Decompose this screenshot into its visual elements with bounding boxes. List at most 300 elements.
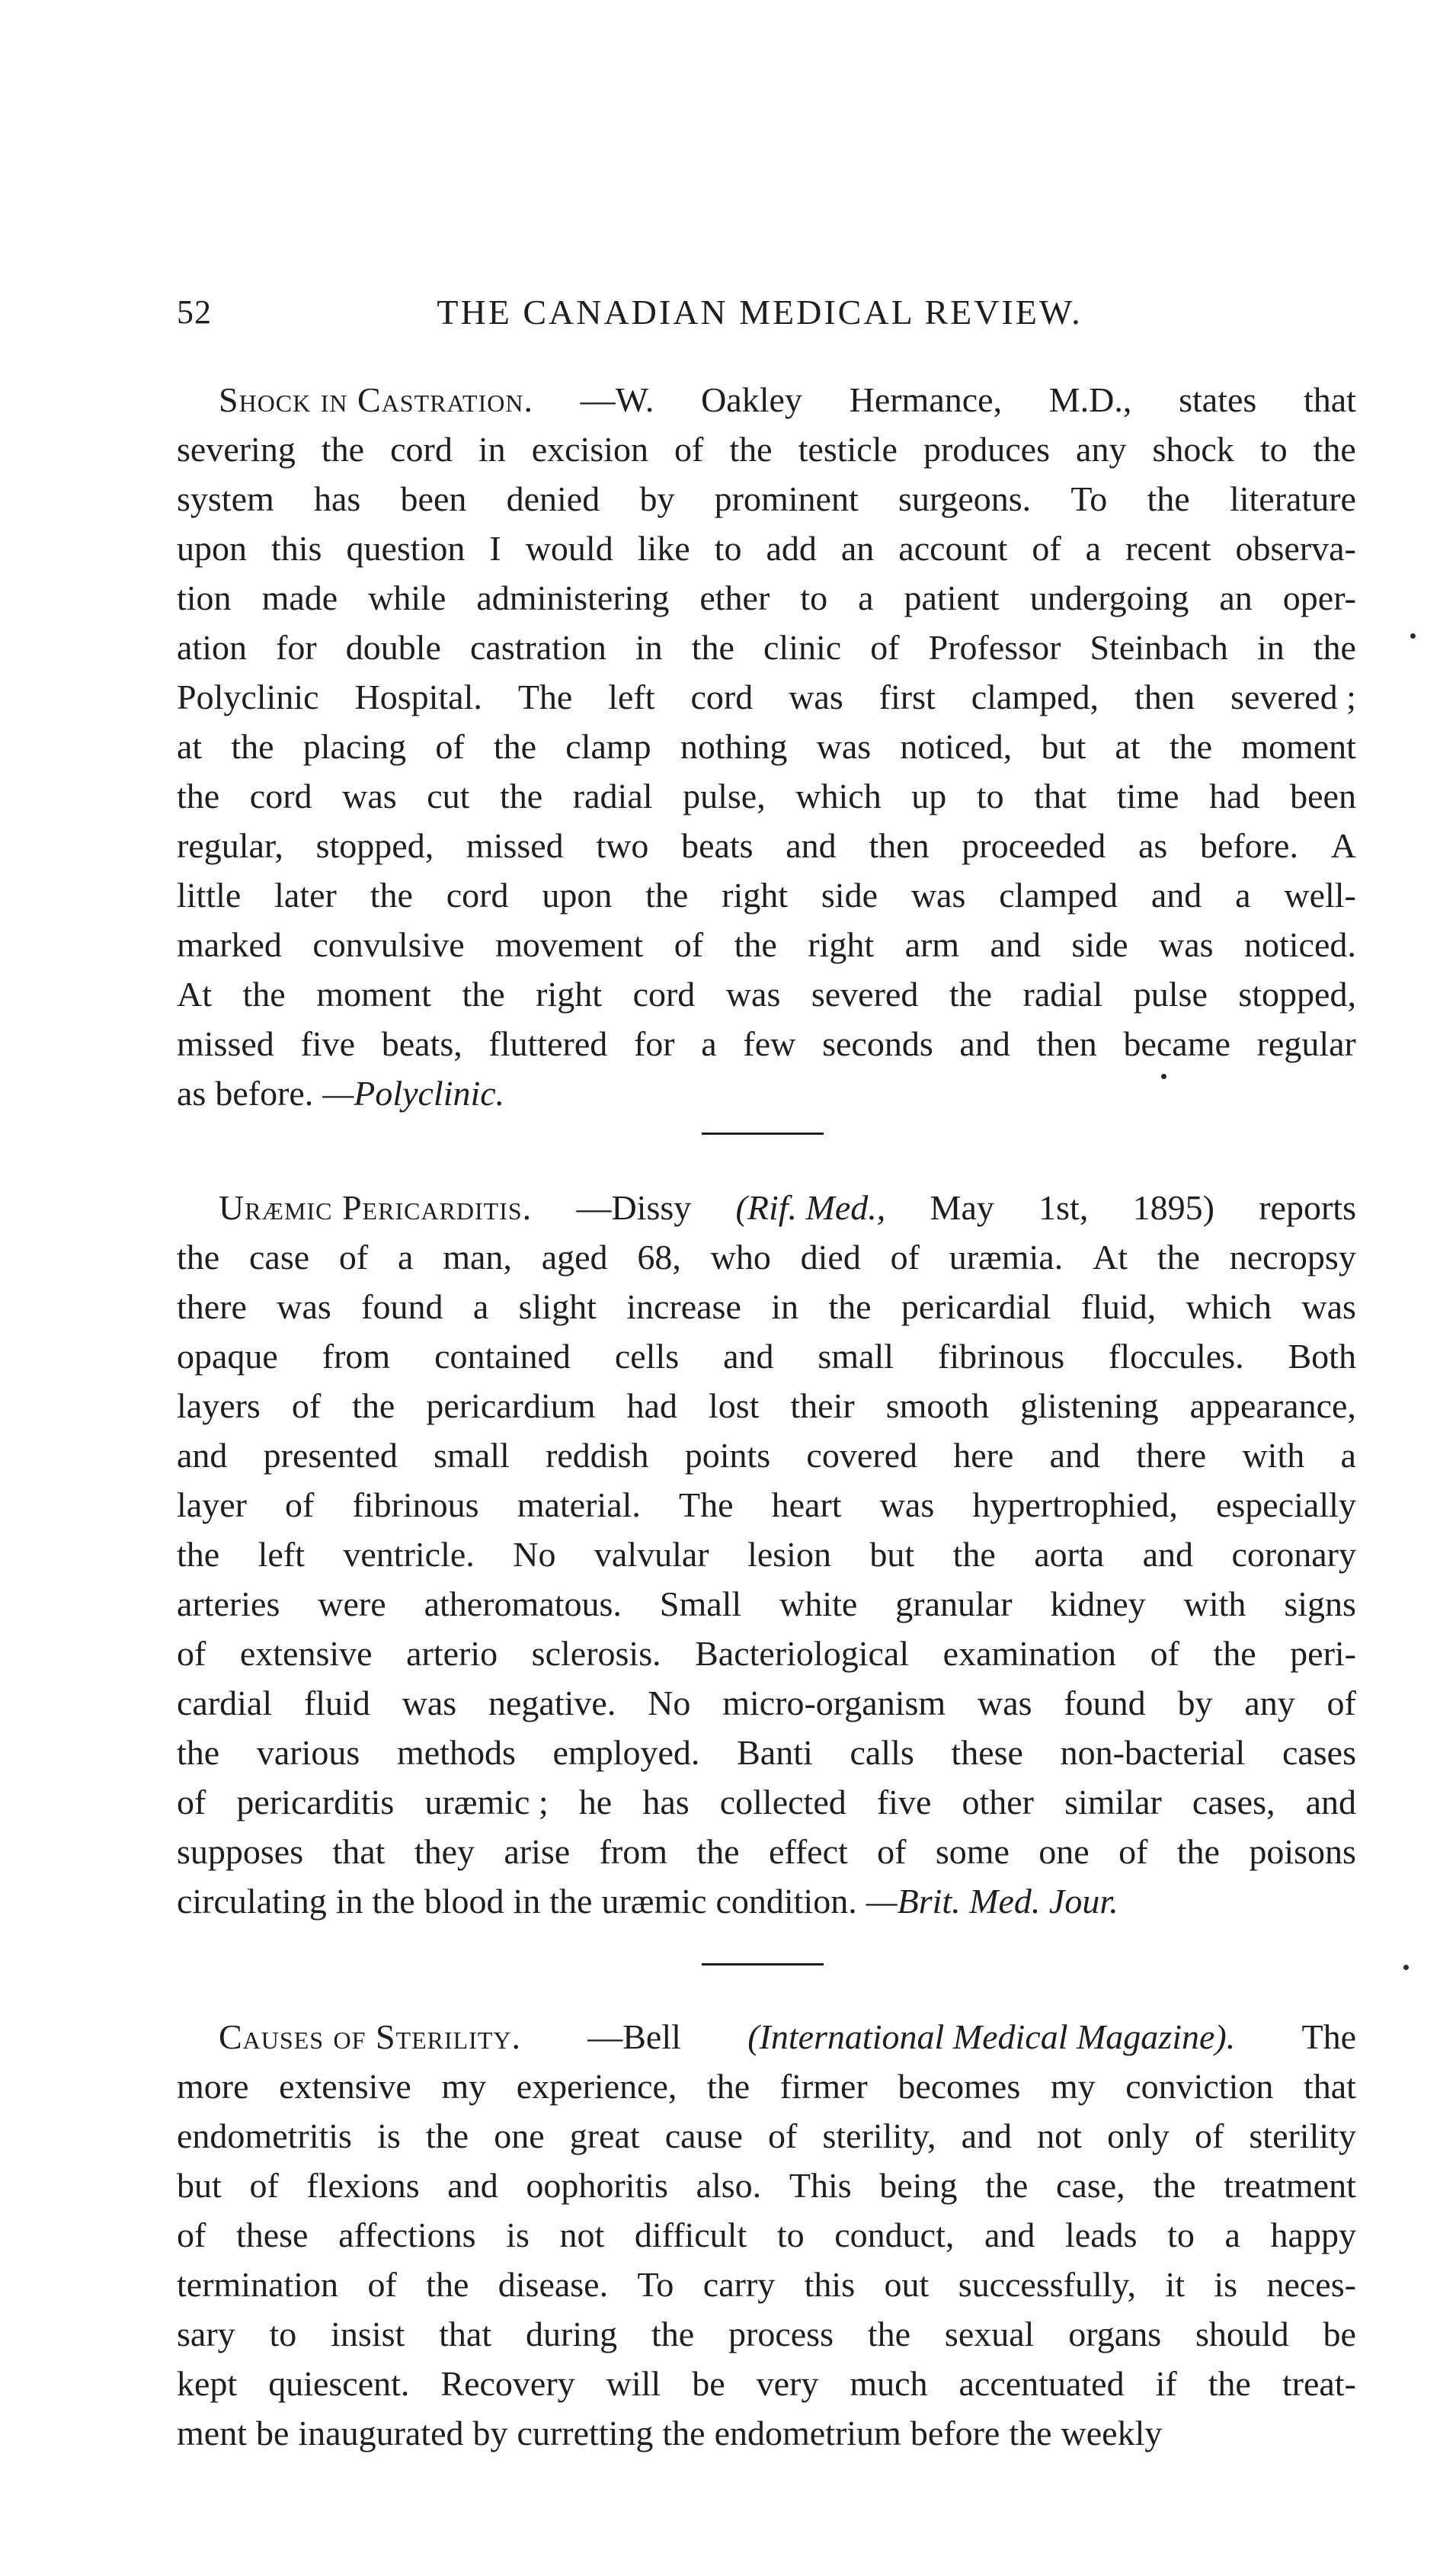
word: two [596, 826, 649, 865]
word: of [1194, 2116, 1224, 2155]
word: the [426, 2265, 469, 2304]
word: was [1301, 1287, 1356, 1326]
word: Banti [737, 1733, 813, 1772]
citation: —Brit. Med. Jour. [866, 1882, 1118, 1921]
word: termination [177, 2265, 339, 2304]
word: severed ; [1230, 678, 1356, 716]
text-line [177, 1282, 1356, 1331]
word: should [1195, 2315, 1289, 2353]
word: neces- [1266, 2265, 1356, 2304]
text-line [177, 573, 1356, 623]
word: atheromatous. [424, 1584, 622, 1623]
word: blood [424, 1882, 504, 1921]
word: a [1085, 529, 1102, 568]
citation: (International Medical Magazine). [747, 2017, 1236, 2056]
word: side [821, 876, 878, 915]
word: ment [177, 2414, 247, 2452]
word: increase [626, 1287, 741, 1326]
word: cause [664, 2116, 743, 2155]
word: in [771, 1287, 798, 1326]
word: was [879, 1485, 935, 1524]
word: aged [541, 1238, 608, 1277]
text-line [177, 1068, 1356, 1118]
word: ation [177, 628, 247, 667]
word: sexual [944, 2315, 1035, 2353]
word: the [734, 925, 777, 964]
word: tion [177, 578, 232, 617]
text-line [177, 2359, 1356, 2408]
word: side [1071, 925, 1128, 964]
word: endometrium [714, 2414, 901, 2452]
text-line [177, 2062, 1356, 2111]
word: being [879, 2166, 958, 2205]
word: noticed. [1243, 925, 1356, 964]
word: if [1155, 2364, 1177, 2403]
word: beats, [381, 1024, 462, 1063]
word: to [714, 529, 742, 568]
word: died [800, 1238, 861, 1277]
word: of [674, 430, 704, 469]
word: the [651, 2315, 695, 2353]
word: that [439, 2315, 492, 2353]
section-heading: Causes of Sterility. [219, 2017, 521, 2056]
word: cord [632, 975, 696, 1014]
word: great [569, 2116, 640, 2155]
word: Recovery [440, 2364, 575, 2403]
word: movement [495, 925, 644, 964]
word: the [177, 777, 220, 815]
word: in [513, 1882, 541, 1921]
word: five [300, 1024, 355, 1063]
word: then [869, 826, 930, 865]
word: the [177, 1238, 220, 1277]
word: much [850, 2364, 928, 2403]
word: poisons [1249, 1832, 1356, 1871]
word: was [342, 777, 397, 815]
word: had [1209, 777, 1260, 815]
word: kept [177, 2364, 238, 2403]
word: clinic [763, 628, 842, 667]
word: severing [177, 430, 296, 469]
word: right [536, 975, 603, 1014]
word: out [884, 2265, 930, 2304]
word: other [962, 1783, 1034, 1821]
word: The [679, 1485, 734, 1524]
word: from [322, 1337, 391, 1376]
word: with [1242, 1436, 1305, 1475]
word: which [795, 777, 882, 815]
word: then [1036, 1024, 1097, 1063]
word: nothing [680, 727, 788, 766]
text-line [177, 2210, 1356, 2260]
word: time [1116, 777, 1179, 815]
word: extensive [279, 2067, 411, 2106]
word: The [517, 678, 573, 716]
word: accentuated [958, 2364, 1125, 2403]
word: account [898, 529, 1008, 568]
text-line [177, 1381, 1356, 1430]
word: cut [427, 777, 470, 815]
text-line [177, 722, 1356, 771]
word: also. [696, 2166, 762, 2205]
word: a [1235, 876, 1251, 915]
word: of [435, 727, 465, 766]
text-line [177, 672, 1356, 722]
word: patient [904, 578, 1000, 617]
word: marked [177, 925, 282, 964]
word: in [478, 430, 506, 469]
text-line [177, 1232, 1356, 1282]
page-header [177, 286, 1342, 339]
word: quiescent. [268, 2364, 410, 2403]
word: not [559, 2215, 605, 2254]
word: appearance, [1189, 1386, 1356, 1425]
word: conduct, [834, 2215, 955, 2254]
word: flexions [306, 2166, 420, 2205]
word: later [274, 876, 337, 915]
word: successfully, [958, 2265, 1137, 2304]
word: a [701, 1024, 717, 1063]
word: the [177, 1733, 220, 1772]
word: This [789, 2166, 852, 2205]
text-line [177, 2111, 1356, 2161]
word: pericardial [901, 1287, 1051, 1326]
word: inaugurated [298, 2414, 464, 2452]
page-number: 52 [177, 293, 212, 331]
word: the [177, 1535, 220, 1574]
word: of [877, 1832, 907, 1871]
word: some [935, 1832, 1010, 1871]
word: more [177, 2067, 249, 2106]
word: cases, [1192, 1783, 1275, 1821]
text-line [177, 1777, 1356, 1827]
word: in [1256, 628, 1285, 667]
text-line [177, 969, 1356, 1019]
word: Hospital. [354, 678, 482, 716]
word: has [314, 479, 361, 518]
word: similar [1064, 1783, 1162, 1821]
word: there [177, 1287, 247, 1326]
word: the [696, 1832, 740, 1871]
word: as [1138, 826, 1168, 865]
word: treat- [1282, 2364, 1356, 2403]
word: up [911, 777, 947, 815]
word: employed. [552, 1733, 700, 1772]
text-line [177, 771, 1356, 821]
word: hypertrophied, [972, 1485, 1178, 1524]
word: non-bacterial [1060, 1733, 1246, 1772]
word: proceeded [962, 826, 1106, 865]
word: add [766, 529, 817, 568]
word: the [952, 1535, 996, 1574]
word: the [1213, 1634, 1256, 1673]
word: lesion [747, 1535, 831, 1574]
word: and [990, 925, 1041, 964]
word: the [500, 777, 543, 815]
word: 68, [637, 1238, 681, 1277]
word: during [526, 2315, 618, 2353]
word: cells [614, 1337, 680, 1376]
word: and [786, 826, 837, 865]
word: the [549, 1882, 593, 1921]
word: to [1167, 2215, 1195, 2254]
word: and [1049, 1436, 1101, 1475]
word: my [1050, 2067, 1096, 2106]
word: 1st, [1038, 1188, 1089, 1227]
word: the [372, 1882, 415, 1921]
word: stopped, [1238, 975, 1356, 1014]
text-line [177, 1579, 1356, 1629]
word: weekly [1061, 2414, 1163, 2452]
word: of [338, 1238, 369, 1277]
word: A [1330, 826, 1356, 865]
word: was [1158, 925, 1214, 964]
word: Polyclinic [177, 678, 319, 716]
word: right [722, 876, 789, 915]
word: shock [1152, 430, 1234, 469]
word: Oakley [701, 380, 802, 419]
word: M.D., [1048, 380, 1132, 419]
word: To [637, 2265, 674, 2304]
citation: —Polyclinic. [322, 1074, 505, 1113]
word: and [1142, 1535, 1194, 1574]
word: of [249, 2166, 279, 2205]
word: uræmia. [949, 1238, 1064, 1277]
word: layers [177, 1386, 261, 1425]
word: May [930, 1188, 994, 1227]
word: Steinbach [1090, 628, 1228, 667]
word: and [723, 1337, 774, 1376]
word: kidney [1050, 1584, 1146, 1623]
text-line [177, 821, 1356, 870]
word: left [258, 1535, 305, 1574]
word: the [493, 727, 537, 766]
word: any [1076, 430, 1127, 469]
word: material. [517, 1485, 641, 1524]
word: the [949, 975, 993, 1014]
word: to [776, 2215, 805, 2254]
word: of [870, 628, 900, 667]
article-shock-in-castration [177, 375, 1356, 1118]
word: became [1123, 1024, 1230, 1063]
word: double [345, 628, 441, 667]
word: missed [466, 826, 564, 865]
word: At [177, 975, 212, 1014]
word: No [513, 1535, 556, 1574]
word: this [804, 2265, 856, 2304]
word: of [367, 2265, 397, 2304]
word: the [321, 430, 365, 469]
word: the [370, 876, 413, 915]
citation: (Rif. Med., [735, 1188, 886, 1227]
word: necropsy [1229, 1238, 1356, 1277]
word: peri- [1290, 1634, 1356, 1673]
word: placing [302, 727, 407, 766]
word: and [447, 2166, 498, 2205]
word: the [707, 2067, 750, 2106]
word: a [858, 578, 874, 617]
word: not [1037, 2116, 1082, 2155]
word: an [840, 529, 875, 568]
word: fluttered [488, 1024, 608, 1063]
word: literature [1229, 479, 1356, 518]
text-line [177, 1331, 1356, 1381]
word: the [828, 1287, 872, 1326]
word: little [177, 876, 242, 915]
word: an [1219, 578, 1253, 617]
text-line [177, 424, 1356, 474]
word: the [985, 2166, 1029, 2205]
word: especially [1215, 1485, 1356, 1524]
word: Both [1288, 1337, 1356, 1376]
word: of [1032, 529, 1061, 568]
word: the [231, 727, 274, 766]
word: layer [177, 1485, 247, 1524]
word: Professor [928, 628, 1061, 667]
word: clamped [999, 876, 1118, 915]
word: while [368, 578, 446, 617]
word: floccules. [1109, 1337, 1244, 1376]
word: regular [1256, 1024, 1356, 1063]
word: fibrinous [352, 1485, 479, 1524]
word: was [277, 1287, 331, 1326]
word: conviction [1125, 2067, 1274, 2106]
word: At [1093, 1238, 1128, 1277]
word: was [977, 1684, 1032, 1722]
text-line [177, 1019, 1356, 1068]
word: of [177, 2215, 206, 2254]
word: be [692, 2364, 725, 2403]
word: moment [316, 975, 431, 1014]
word: and [961, 2116, 1013, 2155]
word: curretting [517, 2414, 654, 2452]
word: is [506, 2215, 530, 2254]
word: very [756, 2364, 819, 2403]
article-heading-line [177, 2012, 1356, 2062]
word: these [951, 1733, 1023, 1772]
word: of [285, 1485, 315, 1524]
word: case, [1056, 2166, 1125, 2205]
word: affections [338, 2215, 476, 2254]
word: cardial [177, 1684, 273, 1722]
word: beats [681, 826, 754, 865]
print-speck [1161, 1074, 1166, 1079]
word: would [525, 529, 613, 568]
word: extensive [239, 1634, 373, 1673]
word: a [1224, 2215, 1240, 2254]
word: the [1157, 1238, 1200, 1277]
word: to [800, 578, 828, 617]
word: cord [446, 876, 509, 915]
word: cord [390, 430, 453, 469]
word: —W. [580, 380, 654, 419]
word: effect [768, 1832, 848, 1871]
text-line [177, 1728, 1356, 1777]
word: at [1115, 727, 1141, 766]
text-line [177, 2260, 1356, 2309]
word: negative. [488, 1684, 616, 1722]
word: any [1244, 1684, 1295, 1722]
word: by [1177, 1684, 1213, 1722]
word: ether [699, 578, 770, 617]
word: like [637, 529, 690, 568]
word: the [1313, 430, 1356, 469]
word: sterility [1249, 2116, 1356, 2155]
word: signs [1284, 1584, 1356, 1623]
word: undergoing [1029, 578, 1189, 617]
word: slight [518, 1287, 597, 1326]
word: made [261, 578, 338, 617]
word: heart [771, 1485, 842, 1524]
word: condition. [715, 1882, 857, 1921]
word: arteries [177, 1584, 280, 1623]
word: sterility, [822, 2116, 936, 2155]
word: for [633, 1024, 675, 1063]
word: well- [1284, 876, 1356, 915]
word: cord [249, 777, 312, 815]
word: with [1183, 1584, 1246, 1623]
word: recent [1125, 529, 1211, 568]
word: Small [659, 1584, 742, 1623]
word: it [1165, 2265, 1185, 2304]
word: —Bell [587, 2017, 681, 2056]
word: arterio [406, 1634, 498, 1673]
word: treatment [1224, 2166, 1356, 2205]
word: of [177, 1634, 206, 1673]
word: these [235, 2215, 309, 2254]
word: pericardium [426, 1386, 596, 1425]
word: the [242, 975, 286, 1014]
word: supposes [177, 1832, 304, 1871]
word: upon [542, 876, 613, 915]
word: of [177, 1783, 206, 1821]
word: that [332, 1832, 386, 1871]
word: administering [476, 578, 670, 617]
word: of [674, 925, 704, 964]
word: oper- [1282, 578, 1356, 617]
word: and [984, 2215, 1035, 2254]
word: Hermance, [849, 380, 1003, 419]
word: upon [177, 529, 247, 568]
word: he [578, 1783, 613, 1821]
word: the [462, 975, 505, 1014]
margin-mark [1403, 1965, 1409, 1970]
word: who [710, 1238, 771, 1277]
word: the [1176, 1832, 1220, 1871]
section-heading: Shock in Castration. [219, 380, 533, 419]
word: Bacteriological [695, 1634, 910, 1673]
word: the [1208, 2364, 1251, 2403]
word: covered [806, 1436, 917, 1475]
word: of [890, 1238, 920, 1277]
word: first [878, 678, 936, 716]
word: smooth [885, 1386, 990, 1425]
word: No [648, 1684, 691, 1722]
word: excision [531, 430, 648, 469]
word: missed [177, 1024, 274, 1063]
article-heading-line [177, 1183, 1356, 1232]
word: cord [690, 678, 754, 716]
word: is [377, 2116, 401, 2155]
word: left [608, 678, 655, 716]
word: to [269, 2315, 297, 2353]
text-line [177, 2408, 1356, 2458]
text-line [177, 2309, 1356, 2359]
word: moment [1241, 727, 1356, 766]
word: regular, [177, 826, 283, 865]
text-line [177, 2161, 1356, 2210]
word: few [743, 1024, 796, 1063]
